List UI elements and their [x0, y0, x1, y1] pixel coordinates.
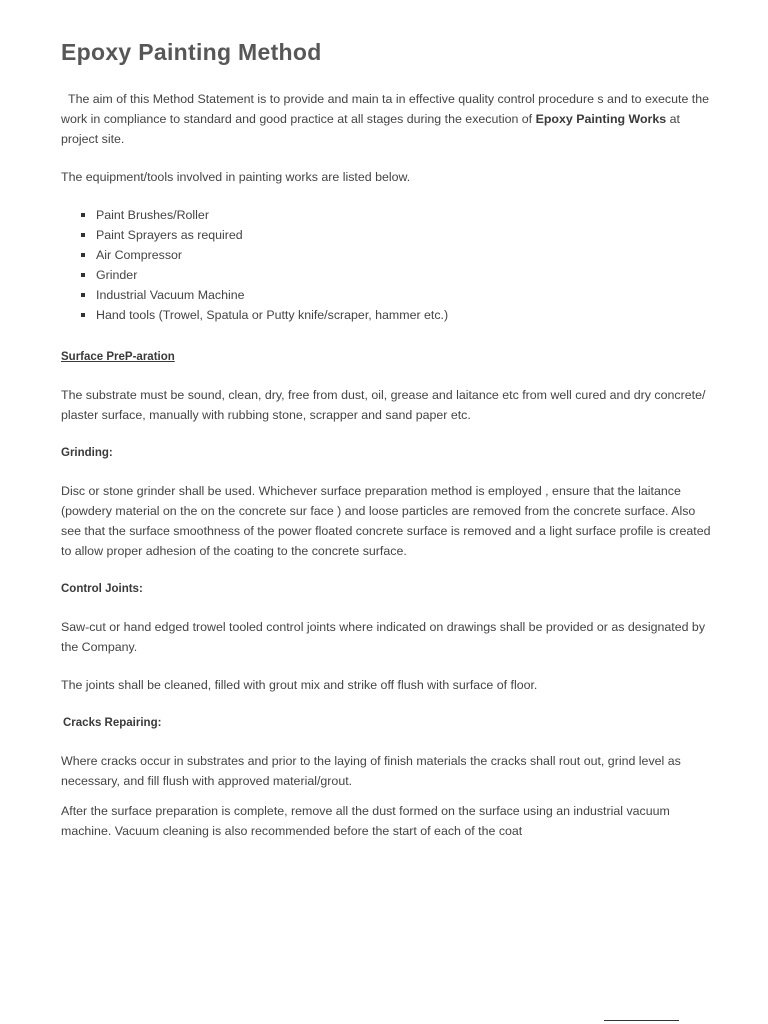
tools-intro: The equipment/tools involved in painting works are listed below. [61, 170, 411, 184]
list-item [81, 285, 711, 305]
aim-text-after: at project site. [61, 112, 680, 146]
cracks-repairing-heading: Cracks Repairing: [63, 717, 162, 729]
list-item-label: Air Compressor [96, 248, 183, 262]
list-item [81, 225, 711, 245]
list-item [81, 205, 711, 225]
control-joints-heading: Control Joints: [61, 583, 143, 595]
surface-preparation-heading: Surface PreP-aration [61, 351, 175, 363]
cracks-repairing-text-1: Where cracks occur in substrates and prior to the laying of finish materials the cracks shall rout out, grind level as necessary, and fill flush with approved material/grout. [61, 754, 681, 788]
tools-list [61, 205, 711, 325]
list-item-label: Grinder [96, 268, 138, 282]
bullet-icon [81, 213, 85, 217]
grinding-heading: Grinding: [61, 447, 113, 459]
aim-paragraph [61, 89, 711, 149]
page-title: Epoxy Painting Method [61, 39, 322, 65]
bullet-icon [81, 233, 85, 237]
footer-divider [604, 1020, 679, 1021]
list-item-label: Hand tools (Trowel, Spatula or Putty knife/scraper, hammer etc.) [96, 308, 449, 322]
aim-text-before: The aim of this Method Statement is to provide and main ta in effective quality control procedure s and to execute the work in compliance to standard and good practice at all stages during the execution of [61, 92, 710, 126]
list-item-label: Industrial Vacuum Machine [96, 288, 245, 302]
bullet-icon [81, 313, 85, 317]
document-page [61, 36, 711, 841]
surface-preparation-text: The substrate must be sound, clean, dry, free from dust, oil, grease and laitance etc from well cured and dry concrete/ plaster surface, manually with rubbing stone, scrapper and sand paper etc. [61, 388, 706, 422]
control-joints-text-1: Saw-cut or hand edged trowel tooled control joints where indicated on drawings shall be provided or as designated by the Company. [61, 620, 706, 654]
list-item [81, 265, 711, 285]
aim-bold-text: Epoxy Painting Works [535, 112, 667, 126]
list-item [81, 305, 711, 325]
list-item-label: Paint Sprayers as required [96, 228, 243, 242]
list-item-label: Paint Brushes/Roller [96, 208, 209, 222]
grinding-text: Disc or stone grinder shall be used. Whichever surface preparation method is employed , ensure that the laitance (powdery material on the on the concrete sur face ) and loose particles are removed from the concrete surface. Also see that the surface smoothness of the power floated concrete surface is removed and a light surface profile is created to allow proper adhesion of the coating to the concrete surface. [61, 484, 711, 558]
bullet-icon [81, 293, 85, 297]
cracks-repairing-text-2: After the surface preparation is complete, remove all the dust formed on the surface using an industrial vacuum machine. Vacuum cleaning is also recommended before the start of each of the coat [61, 804, 670, 838]
list-item [81, 245, 711, 265]
bullet-icon [81, 253, 85, 257]
control-joints-text-2: The joints shall be cleaned, filled with grout mix and strike off flush with surface of floor. [61, 678, 538, 692]
bullet-icon [81, 273, 85, 277]
